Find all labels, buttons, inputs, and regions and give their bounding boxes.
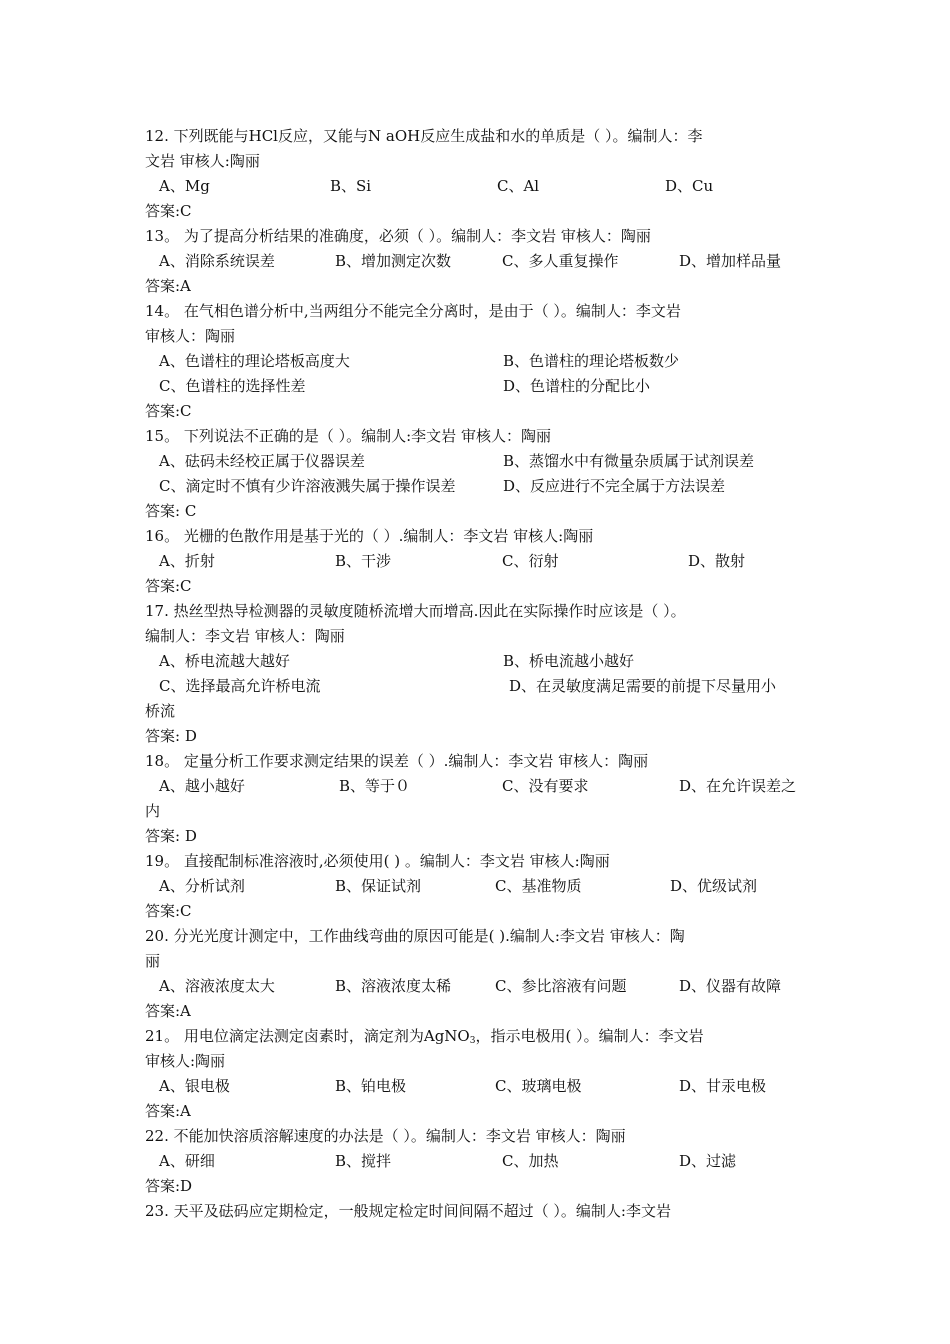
option-d: D、增加样品量 xyxy=(679,252,782,270)
option-d: D、色谱柱的分配比小 xyxy=(503,377,651,395)
question-18-stem: 18。 定量分析工作要求测定结果的误差（ ）.编制人：李文岩 审核人：陶丽 xyxy=(145,752,649,770)
option-d: D、优级试剂 xyxy=(670,877,758,895)
option-d: D、Cu xyxy=(665,177,714,195)
option-a: A、越小越好 xyxy=(159,777,245,795)
question-15-options-row2 xyxy=(145,474,810,499)
option-d: D、散射 xyxy=(688,552,746,570)
question-17-answer: 答案: D xyxy=(145,727,197,745)
option-b: B、保证试剂 xyxy=(335,877,422,895)
question-15-options-row1 xyxy=(145,449,810,474)
option-b: B、蒸馏水中有微量杂质属于试剂误差 xyxy=(503,452,755,470)
option-c: C、基准物质 xyxy=(495,877,582,895)
option-a: A、银电极 xyxy=(159,1077,230,1095)
question-16-stem: 16。 光栅的色散作用是基于光的（ ）.编制人：李文岩 审核人:陶丽 xyxy=(145,527,594,545)
question-22-stem: 22. 不能加快溶质溶解速度的办法是（ ）。编制人：李文岩 审核人：陶丽 xyxy=(145,1127,626,1145)
question-15-stem: 15。 下列说法不正确的是（ ）。编制人:李文岩 审核人：陶丽 xyxy=(145,427,551,445)
question-16-answer: 答案:C xyxy=(145,577,192,595)
question-13-answer: 答案:A xyxy=(145,277,191,295)
option-a: A、桥电流越大越好 xyxy=(159,652,290,670)
question-14-options-row2 xyxy=(145,374,810,399)
question-20-options xyxy=(145,974,810,999)
question-16-options xyxy=(145,549,810,574)
option-b: B、铂电极 xyxy=(335,1077,407,1095)
option-c: C、Al xyxy=(497,177,540,195)
question-13-stem: 13。 为了提高分析结果的准确度，必须（ ）。编制人：李文岩 审核人：陶丽 xyxy=(145,227,651,245)
question-19-stem: 19。 直接配制标准溶液时,必须使用( ) 。编制人：李文岩 审核人:陶丽 xyxy=(145,852,610,870)
option-d: D、反应进行不完全属于方法误差 xyxy=(503,477,726,495)
option-a: A、消除系统误差 xyxy=(159,252,275,270)
option-b: B、干涉 xyxy=(335,552,392,570)
question-14-answer: 答案:C xyxy=(145,402,192,420)
question-18-option-cont: 内 xyxy=(145,802,161,820)
option-c: C、参比溶液有问题 xyxy=(495,977,627,995)
option-a: A、砝码未经校正属于仪器误差 xyxy=(159,452,365,470)
option-b: B、桥电流越小越好 xyxy=(503,652,635,670)
question-17-stem-cont: 编制人：李文岩 审核人：陶丽 xyxy=(145,627,345,645)
question-12-stem-cont: 文岩 审核人:陶丽 xyxy=(145,152,260,170)
question-21-stem xyxy=(145,1024,810,1049)
option-a: A、分析试剂 xyxy=(159,877,245,895)
question-12-options xyxy=(145,174,810,199)
option-c: C、多人重复操作 xyxy=(502,252,619,270)
question-19-options xyxy=(145,874,810,899)
question-23-stem: 23. 天平及砝码应定期检定，一般规定检定时间间隔不超过（ ）。编制人:李文岩 xyxy=(145,1202,671,1220)
question-12-stem: 12. 下列既能与HCl反应，又能与N aOH反应生成盐和水的单质是（ ）。编制人：李 xyxy=(145,127,703,145)
question-14-stem-cont: 审核人：陶丽 xyxy=(145,327,236,345)
option-b: B、增加测定次数 xyxy=(335,252,452,270)
option-a: A、Mg xyxy=(159,177,210,195)
question-14-stem: 14。 在气相色谱分析中,当两组分不能完全分离时，是由于（ ）。编制人：李文岩 xyxy=(145,302,681,320)
option-d: D、在允许误差之 xyxy=(679,777,797,795)
stem-text: 21。 用电位滴定法测定卤素时，滴定剂为AgNO xyxy=(145,1027,470,1045)
option-b: B、Si xyxy=(330,177,372,195)
option-a: A、色谱柱的理论塔板高度大 xyxy=(159,352,350,370)
option-b: B、等于０ xyxy=(339,777,411,795)
question-21-options xyxy=(145,1074,810,1099)
question-22-options xyxy=(145,1149,810,1174)
option-c: C、没有要求 xyxy=(502,777,589,795)
subscript: 3 xyxy=(469,1036,476,1046)
question-20-stem: 20. 分光光度计测定中，工作曲线弯曲的原因可能是( ).编制人:李文岩 审核人：陶 xyxy=(145,927,685,945)
question-15-answer: 答案: C xyxy=(145,502,197,520)
document-page xyxy=(145,124,810,1224)
option-c: C、选择最高允许桥电流 xyxy=(159,677,321,695)
question-17-option-cont: 桥流 xyxy=(145,702,176,720)
question-21-answer: 答案:A xyxy=(145,1102,191,1120)
question-21-stem-cont: 审核人:陶丽 xyxy=(145,1052,226,1070)
option-d: D、仪器有故障 xyxy=(679,977,782,995)
option-b: B、色谱柱的理论塔板数少 xyxy=(503,352,680,370)
question-17-stem: 17. 热丝型热导检测器的灵敏度随桥流增大而增高.因此在实际操作时应该是（ ）。 xyxy=(145,602,686,620)
option-c: C、滴定时不慎有少许溶液溅失属于操作误差 xyxy=(159,477,456,495)
option-c: C、衍射 xyxy=(502,552,559,570)
question-20-answer: 答案:A xyxy=(145,1002,191,1020)
question-22-answer: 答案:D xyxy=(145,1177,193,1195)
question-17-options-row1 xyxy=(145,649,810,674)
option-b: B、搅拌 xyxy=(335,1152,392,1170)
question-19-answer: 答案:C xyxy=(145,902,192,920)
option-a: A、研细 xyxy=(159,1152,215,1170)
option-d: D、过滤 xyxy=(679,1152,737,1170)
option-d: D、在灵敏度满足需要的前提下尽量用小 xyxy=(509,677,777,695)
question-20-stem-cont: 丽 xyxy=(145,952,161,970)
stem-text-cont: ，指示电极用( ）。编制人：李文岩 xyxy=(475,1027,704,1045)
question-18-options xyxy=(145,774,810,799)
option-c: C、色谱柱的选择性差 xyxy=(159,377,306,395)
question-14-options-row1 xyxy=(145,349,810,374)
question-13-options xyxy=(145,249,810,274)
option-d: D、甘汞电极 xyxy=(679,1077,767,1095)
question-18-answer: 答案: D xyxy=(145,827,197,845)
question-12-answer: 答案:C xyxy=(145,202,192,220)
option-c: C、加热 xyxy=(502,1152,559,1170)
option-a: A、折射 xyxy=(159,552,215,570)
option-a: A、溶液浓度太大 xyxy=(159,977,275,995)
question-17-options-row2 xyxy=(145,674,810,699)
option-c: C、玻璃电极 xyxy=(495,1077,582,1095)
option-b: B、溶液浓度太稀 xyxy=(335,977,452,995)
